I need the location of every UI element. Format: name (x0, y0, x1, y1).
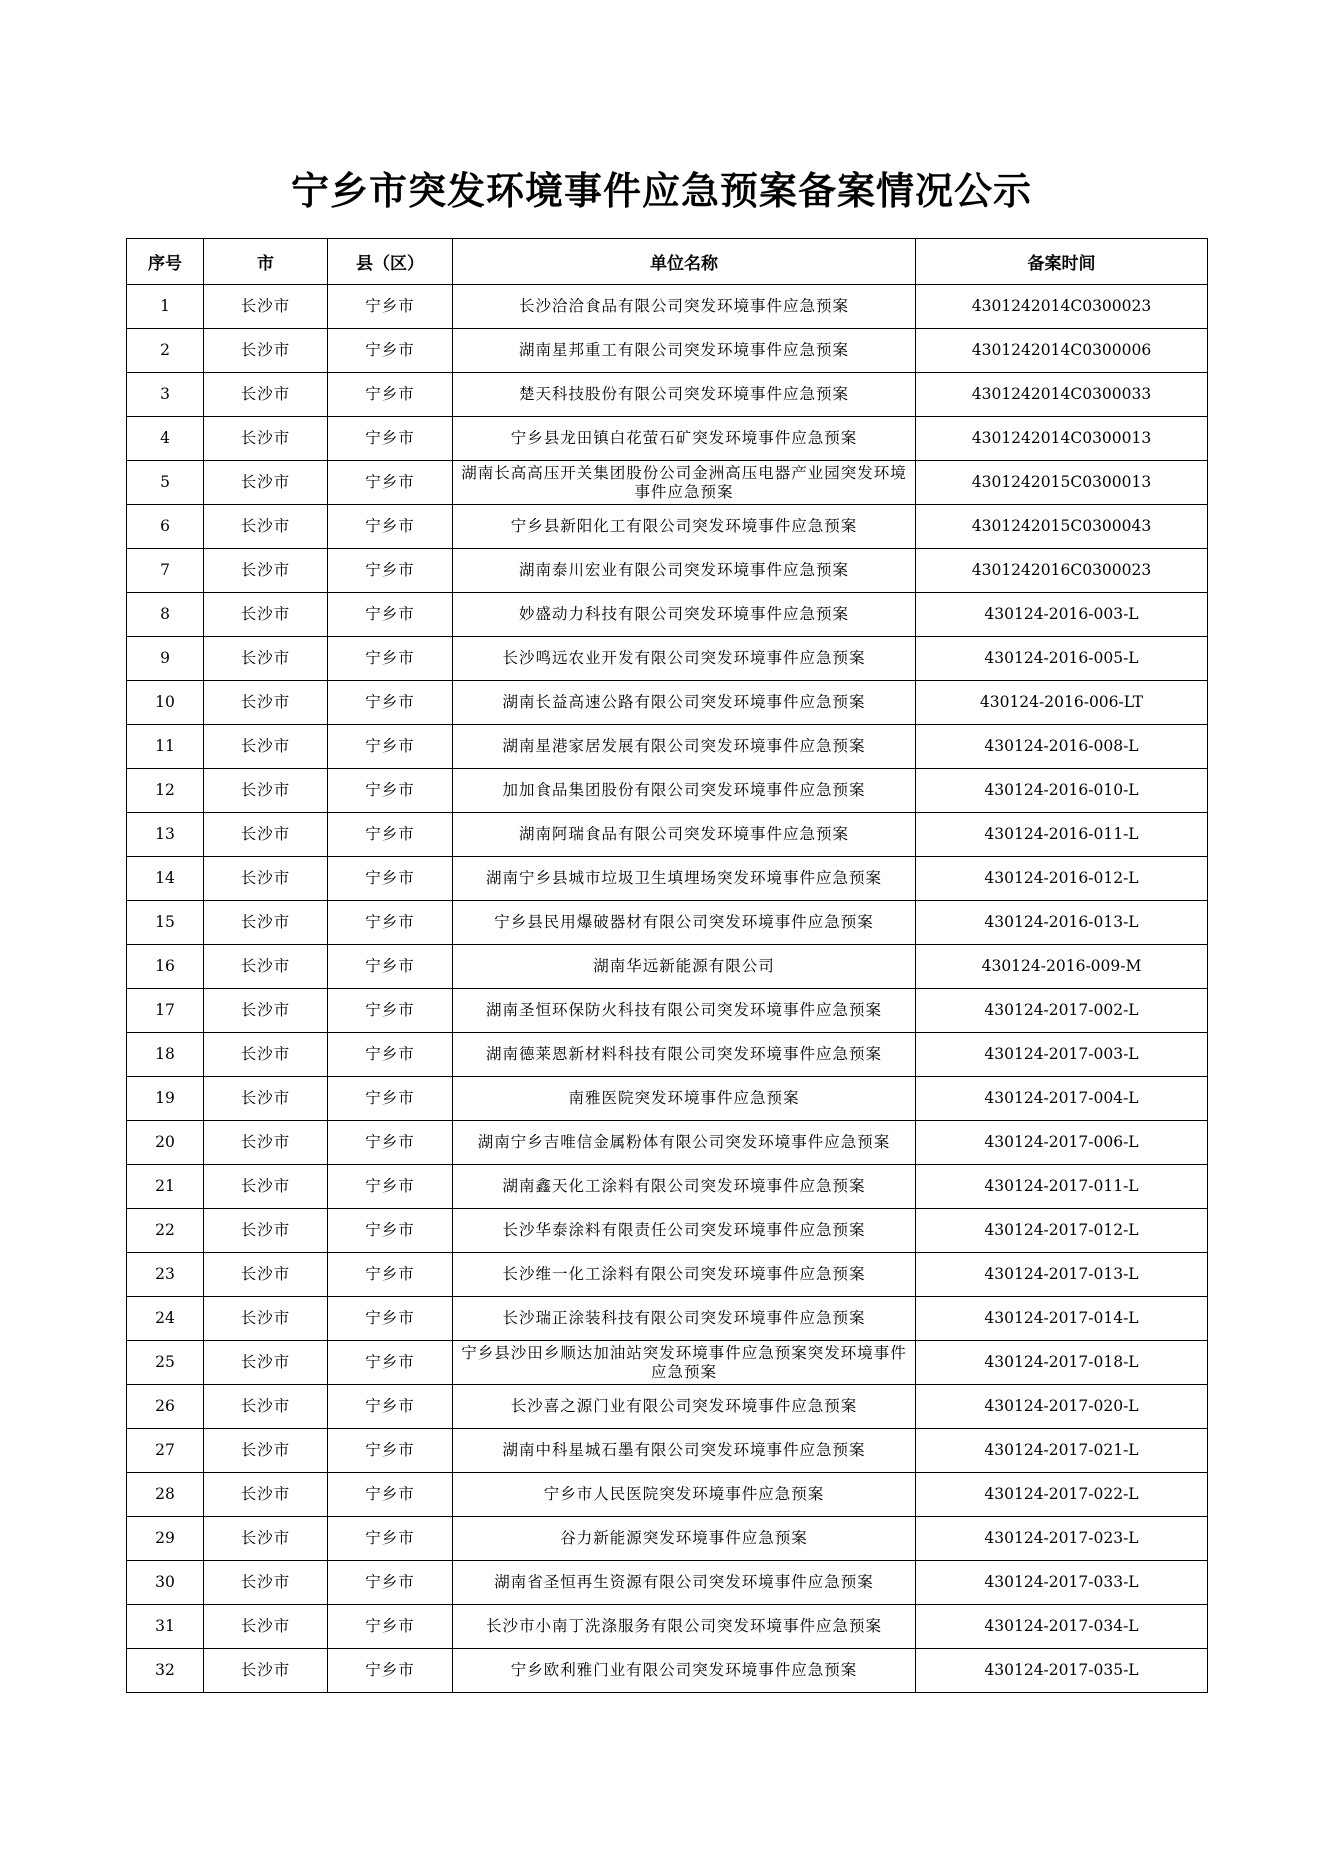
cell-unit-name: 宁乡县新阳化工有限公司突发环境事件应急预案 (453, 505, 916, 549)
cell-record-time: 4301242014C0300006 (916, 329, 1208, 373)
cell-county: 宁乡市 (328, 769, 453, 813)
header-city: 市 (204, 239, 328, 285)
cell-index: 32 (127, 1649, 204, 1693)
cell-county: 宁乡市 (328, 1033, 453, 1077)
table-row (127, 329, 1208, 373)
cell-unit-name: 长沙维一化工涂料有限公司突发环境事件应急预案 (453, 1253, 916, 1297)
cell-unit-name: 宁乡欧利雅门业有限公司突发环境事件应急预案 (453, 1649, 916, 1693)
table-row (127, 593, 1208, 637)
cell-unit-name: 长沙市小南丁洗涤服务有限公司突发环境事件应急预案 (453, 1605, 916, 1649)
cell-city: 长沙市 (204, 417, 328, 461)
cell-city: 长沙市 (204, 1121, 328, 1165)
cell-index: 12 (127, 769, 204, 813)
cell-record-time: 430124-2017-006-L (916, 1121, 1208, 1165)
cell-unit-name: 湖南中科星城石墨有限公司突发环境事件应急预案 (453, 1429, 916, 1473)
table-row (127, 725, 1208, 769)
cell-city: 长沙市 (204, 285, 328, 329)
cell-unit-name: 湖南星邦重工有限公司突发环境事件应急预案 (453, 329, 916, 373)
cell-index: 13 (127, 813, 204, 857)
cell-unit-name: 妙盛动力科技有限公司突发环境事件应急预案 (453, 593, 916, 637)
cell-city: 长沙市 (204, 329, 328, 373)
cell-unit-name: 湖南泰川宏业有限公司突发环境事件应急预案 (453, 549, 916, 593)
cell-index: 24 (127, 1297, 204, 1341)
cell-index: 4 (127, 417, 204, 461)
cell-index: 18 (127, 1033, 204, 1077)
cell-record-time: 430124-2017-020-L (916, 1385, 1208, 1429)
cell-city: 长沙市 (204, 1561, 328, 1605)
cell-county: 宁乡市 (328, 1605, 453, 1649)
cell-unit-name: 宁乡县民用爆破器材有限公司突发环境事件应急预案 (453, 901, 916, 945)
cell-unit-name: 湖南宁乡吉唯信金属粉体有限公司突发环境事件应急预案 (453, 1121, 916, 1165)
cell-index: 27 (127, 1429, 204, 1473)
cell-city: 长沙市 (204, 461, 328, 505)
cell-county: 宁乡市 (328, 813, 453, 857)
cell-city: 长沙市 (204, 593, 328, 637)
cell-record-time: 430124-2016-012-L (916, 857, 1208, 901)
cell-county: 宁乡市 (328, 901, 453, 945)
cell-index: 29 (127, 1517, 204, 1561)
cell-city: 长沙市 (204, 1605, 328, 1649)
cell-record-time: 430124-2017-022-L (916, 1473, 1208, 1517)
header-index: 序号 (127, 239, 204, 285)
cell-record-time: 4301242016C0300023 (916, 549, 1208, 593)
cell-county: 宁乡市 (328, 681, 453, 725)
cell-county: 宁乡市 (328, 461, 453, 505)
cell-index: 1 (127, 285, 204, 329)
cell-unit-name: 楚天科技股份有限公司突发环境事件应急预案 (453, 373, 916, 417)
cell-city: 长沙市 (204, 1297, 328, 1341)
cell-index: 6 (127, 505, 204, 549)
cell-index: 15 (127, 901, 204, 945)
cell-index: 23 (127, 1253, 204, 1297)
cell-index: 26 (127, 1385, 204, 1429)
cell-county: 宁乡市 (328, 593, 453, 637)
cell-city: 长沙市 (204, 549, 328, 593)
cell-county: 宁乡市 (328, 857, 453, 901)
cell-unit-name: 湖南圣恒环保防火科技有限公司突发环境事件应急预案 (453, 989, 916, 1033)
cell-index: 5 (127, 461, 204, 505)
cell-unit-name: 长沙洽洽食品有限公司突发环境事件应急预案 (453, 285, 916, 329)
header-unit-name: 单位名称 (453, 239, 916, 285)
cell-index: 7 (127, 549, 204, 593)
cell-city: 长沙市 (204, 1649, 328, 1693)
cell-unit-name: 长沙鸣远农业开发有限公司突发环境事件应急预案 (453, 637, 916, 681)
table-body (127, 285, 1208, 1693)
cell-index: 3 (127, 373, 204, 417)
header-record-time: 备案时间 (916, 239, 1208, 285)
cell-city: 长沙市 (204, 505, 328, 549)
cell-record-time: 430124-2017-035-L (916, 1649, 1208, 1693)
cell-record-time: 4301242014C0300033 (916, 373, 1208, 417)
table-row (127, 1517, 1208, 1561)
cell-index: 21 (127, 1165, 204, 1209)
cell-index: 17 (127, 989, 204, 1033)
cell-unit-name: 湖南华远新能源有限公司 (453, 945, 916, 989)
cell-unit-name: 宁乡市人民医院突发环境事件应急预案 (453, 1473, 916, 1517)
cell-city: 长沙市 (204, 1473, 328, 1517)
cell-county: 宁乡市 (328, 1429, 453, 1473)
cell-unit-name: 湖南宁乡县城市垃圾卫生填埋场突发环境事件应急预案 (453, 857, 916, 901)
table-row (127, 945, 1208, 989)
cell-index: 25 (127, 1341, 204, 1385)
cell-record-time: 430124-2016-009-M (916, 945, 1208, 989)
table-row (127, 1429, 1208, 1473)
cell-county: 宁乡市 (328, 989, 453, 1033)
cell-record-time: 430124-2017-004-L (916, 1077, 1208, 1121)
cell-county: 宁乡市 (328, 1077, 453, 1121)
cell-unit-name: 宁乡县沙田乡顺达加油站突发环境事件应急预案突发环境事件应急预案 (453, 1341, 916, 1385)
table-row (127, 1473, 1208, 1517)
cell-county: 宁乡市 (328, 1121, 453, 1165)
cell-record-time: 4301242015C0300013 (916, 461, 1208, 505)
cell-index: 9 (127, 637, 204, 681)
cell-city: 长沙市 (204, 989, 328, 1033)
cell-unit-name: 南雅医院突发环境事件应急预案 (453, 1077, 916, 1121)
cell-unit-name: 长沙瑞正涂装科技有限公司突发环境事件应急预案 (453, 1297, 916, 1341)
cell-record-time: 430124-2016-008-L (916, 725, 1208, 769)
table-row (127, 1297, 1208, 1341)
cell-county: 宁乡市 (328, 1341, 453, 1385)
cell-city: 长沙市 (204, 769, 328, 813)
table-row (127, 1253, 1208, 1297)
table-row (127, 857, 1208, 901)
cell-county: 宁乡市 (328, 549, 453, 593)
cell-county: 宁乡市 (328, 329, 453, 373)
cell-unit-name: 湖南长高高压开关集团股份公司金洲高压电器产业园突发环境事件应急预案 (453, 461, 916, 505)
cell-index: 16 (127, 945, 204, 989)
cell-city: 长沙市 (204, 1385, 328, 1429)
table-row (127, 901, 1208, 945)
cell-index: 20 (127, 1121, 204, 1165)
cell-index: 30 (127, 1561, 204, 1605)
cell-index: 11 (127, 725, 204, 769)
table-row (127, 505, 1208, 549)
records-table (126, 238, 1208, 1693)
cell-county: 宁乡市 (328, 725, 453, 769)
table-row (127, 1341, 1208, 1385)
cell-record-time: 430124-2016-010-L (916, 769, 1208, 813)
cell-record-time: 430124-2016-013-L (916, 901, 1208, 945)
cell-unit-name: 湖南德莱恩新材料科技有限公司突发环境事件应急预案 (453, 1033, 916, 1077)
cell-county: 宁乡市 (328, 637, 453, 681)
cell-record-time: 430124-2017-012-L (916, 1209, 1208, 1253)
cell-county: 宁乡市 (328, 1209, 453, 1253)
header-county: 县（区） (328, 239, 453, 285)
cell-index: 31 (127, 1605, 204, 1649)
table-row (127, 417, 1208, 461)
cell-city: 长沙市 (204, 813, 328, 857)
page-title: 宁乡市突发环境事件应急预案备案情况公示 (290, 168, 1032, 213)
table-row (127, 285, 1208, 329)
cell-county: 宁乡市 (328, 1517, 453, 1561)
cell-index: 22 (127, 1209, 204, 1253)
cell-county: 宁乡市 (328, 1649, 453, 1693)
cell-unit-name: 湖南星港家居发展有限公司突发环境事件应急预案 (453, 725, 916, 769)
cell-city: 长沙市 (204, 681, 328, 725)
table-row (127, 1165, 1208, 1209)
cell-city: 长沙市 (204, 857, 328, 901)
cell-unit-name: 谷力新能源突发环境事件应急预案 (453, 1517, 916, 1561)
cell-county: 宁乡市 (328, 1385, 453, 1429)
cell-record-time: 430124-2016-005-L (916, 637, 1208, 681)
cell-record-time: 430124-2017-011-L (916, 1165, 1208, 1209)
cell-city: 长沙市 (204, 1209, 328, 1253)
cell-unit-name: 湖南鑫天化工涂料有限公司突发环境事件应急预案 (453, 1165, 916, 1209)
cell-city: 长沙市 (204, 1341, 328, 1385)
cell-record-time: 430124-2017-034-L (916, 1605, 1208, 1649)
cell-record-time: 4301242014C0300013 (916, 417, 1208, 461)
cell-county: 宁乡市 (328, 417, 453, 461)
cell-city: 长沙市 (204, 1253, 328, 1297)
cell-unit-name: 加加食品集团股份有限公司突发环境事件应急预案 (453, 769, 916, 813)
cell-unit-name: 长沙华泰涂料有限责任公司突发环境事件应急预案 (453, 1209, 916, 1253)
cell-county: 宁乡市 (328, 1561, 453, 1605)
cell-unit-name: 长沙喜之源门业有限公司突发环境事件应急预案 (453, 1385, 916, 1429)
table-row (127, 637, 1208, 681)
table-row (127, 769, 1208, 813)
cell-county: 宁乡市 (328, 373, 453, 417)
cell-index: 2 (127, 329, 204, 373)
cell-record-time: 430124-2016-006-LT (916, 681, 1208, 725)
table-row (127, 813, 1208, 857)
cell-unit-name: 湖南长益高速公路有限公司突发环境事件应急预案 (453, 681, 916, 725)
cell-index: 8 (127, 593, 204, 637)
cell-record-time: 430124-2016-003-L (916, 593, 1208, 637)
cell-unit-name: 湖南阿瑞食品有限公司突发环境事件应急预案 (453, 813, 916, 857)
cell-city: 长沙市 (204, 373, 328, 417)
cell-index: 28 (127, 1473, 204, 1517)
cell-record-time: 430124-2017-021-L (916, 1429, 1208, 1473)
cell-county: 宁乡市 (328, 1165, 453, 1209)
cell-city: 长沙市 (204, 1517, 328, 1561)
cell-record-time: 430124-2017-023-L (916, 1517, 1208, 1561)
cell-index: 14 (127, 857, 204, 901)
cell-record-time: 430124-2017-013-L (916, 1253, 1208, 1297)
cell-record-time: 430124-2017-003-L (916, 1033, 1208, 1077)
cell-city: 长沙市 (204, 1165, 328, 1209)
table-row (127, 1605, 1208, 1649)
cell-city: 长沙市 (204, 945, 328, 989)
cell-index: 10 (127, 681, 204, 725)
cell-record-time: 430124-2017-033-L (916, 1561, 1208, 1605)
table-row (127, 373, 1208, 417)
cell-city: 长沙市 (204, 637, 328, 681)
cell-county: 宁乡市 (328, 505, 453, 549)
cell-record-time: 430124-2016-011-L (916, 813, 1208, 857)
cell-county: 宁乡市 (328, 945, 453, 989)
cell-unit-name: 宁乡县龙田镇白花萤石矿突发环境事件应急预案 (453, 417, 916, 461)
cell-county: 宁乡市 (328, 1297, 453, 1341)
cell-county: 宁乡市 (328, 1253, 453, 1297)
table-row (127, 1649, 1208, 1693)
cell-county: 宁乡市 (328, 1473, 453, 1517)
cell-city: 长沙市 (204, 1033, 328, 1077)
cell-index: 19 (127, 1077, 204, 1121)
cell-record-time: 430124-2017-014-L (916, 1297, 1208, 1341)
cell-city: 长沙市 (204, 901, 328, 945)
table-row (127, 1077, 1208, 1121)
cell-unit-name: 湖南省圣恒再生资源有限公司突发环境事件应急预案 (453, 1561, 916, 1605)
cell-city: 长沙市 (204, 1077, 328, 1121)
table-row (127, 1209, 1208, 1253)
cell-county: 宁乡市 (328, 285, 453, 329)
cell-city: 长沙市 (204, 1429, 328, 1473)
cell-record-time: 430124-2017-018-L (916, 1341, 1208, 1385)
table-row (127, 1033, 1208, 1077)
cell-record-time: 430124-2017-002-L (916, 989, 1208, 1033)
table-row (127, 1385, 1208, 1429)
cell-record-time: 4301242015C0300043 (916, 505, 1208, 549)
table-row (127, 461, 1208, 505)
cell-record-time: 4301242014C0300023 (916, 285, 1208, 329)
table-header-row (127, 239, 1208, 285)
table-row (127, 549, 1208, 593)
table-row (127, 989, 1208, 1033)
table-row (127, 1561, 1208, 1605)
cell-city: 长沙市 (204, 725, 328, 769)
table-row (127, 681, 1208, 725)
table-row (127, 1121, 1208, 1165)
